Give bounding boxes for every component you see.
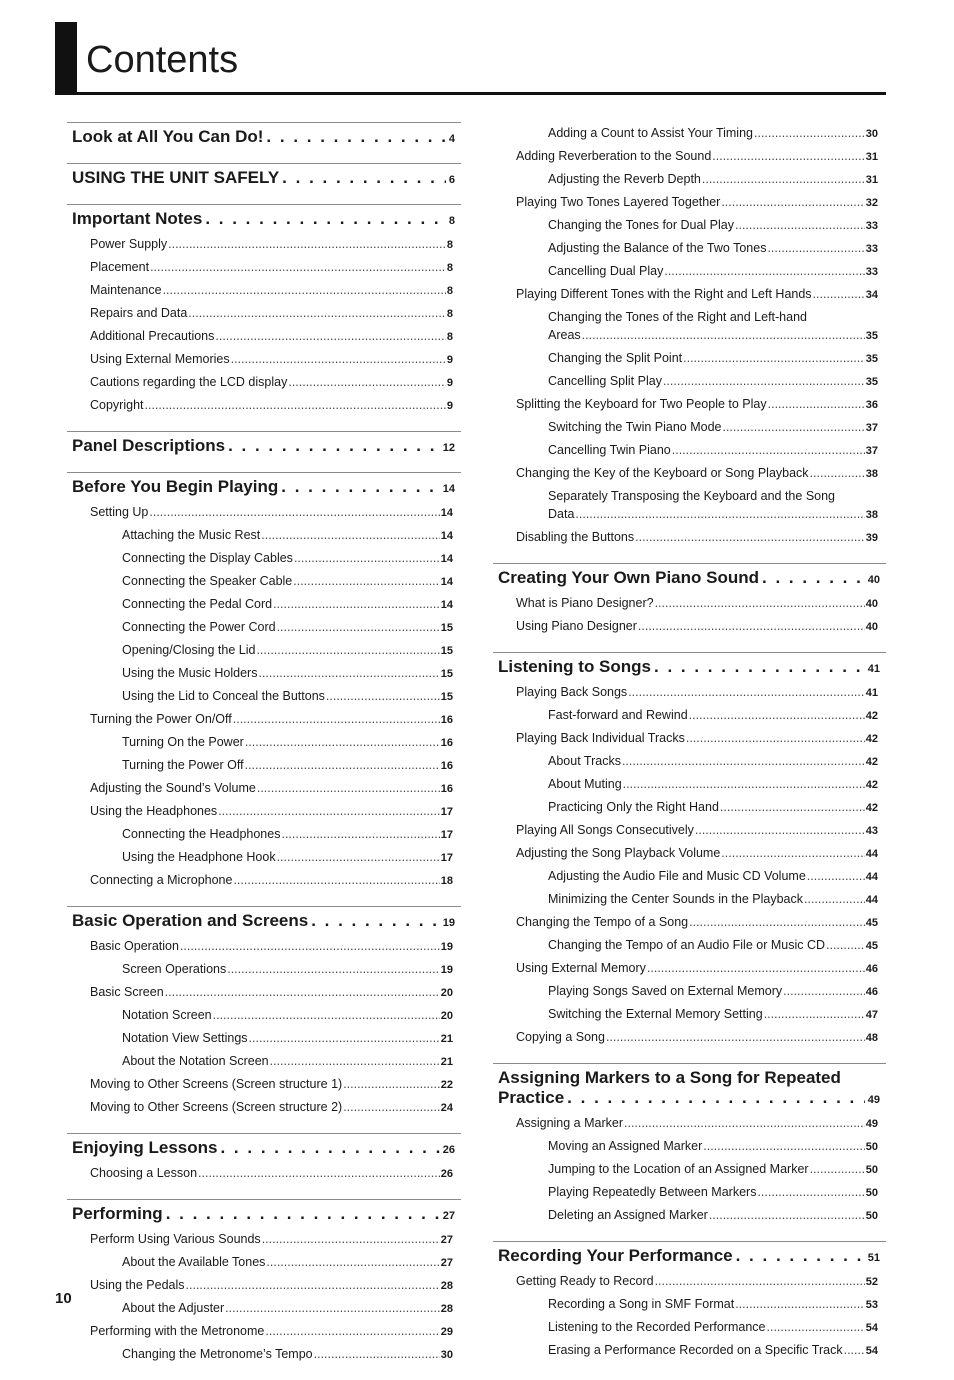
toc-entry[interactable]: Setting Up ..... 14 <box>67 501 461 524</box>
toc-entry[interactable]: Attaching the Music Rest ..... 14 <box>67 524 461 547</box>
toc-entry[interactable]: About Muting ..... 42 <box>493 773 886 796</box>
toc-section-continued <box>493 122 886 549</box>
toc-right-column <box>493 122 886 1376</box>
toc-entry[interactable]: Changing the Split Point ..... 35 <box>493 347 886 370</box>
toc-entry[interactable]: Using the Headphone Hook ..... 17 <box>67 846 461 869</box>
toc-entry[interactable]: Playing All Songs Consecutively ..... 43 <box>493 819 886 842</box>
toc-entry[interactable]: Deleting an Assigned Marker ..... 50 <box>493 1204 886 1227</box>
toc-entry[interactable]: Playing Two Tones Layered Together ..... 32 <box>493 191 886 214</box>
toc-entry-line1[interactable]: Changing the Tones of the Right and Left-hand <box>548 310 807 324</box>
toc-entry[interactable]: Using External Memory ..... 46 <box>493 957 886 980</box>
section-heading[interactable]: Look at All You Can Do! . . . 4 <box>67 127 461 149</box>
toc-entry[interactable]: Changing the Key of the Keyboard or Song Playback ..... 38 <box>493 462 886 485</box>
toc-entry[interactable]: Cancelling Dual Play ..... 33 <box>493 260 886 283</box>
toc-entry[interactable]: Adjusting the Audio File and Music CD Volume ..... 44 <box>493 865 886 888</box>
toc-entry[interactable]: Moving an Assigned Marker ..... 50 <box>493 1135 886 1158</box>
section-heading[interactable]: Performing . . . 27 <box>67 1204 461 1226</box>
toc-entry[interactable]: Adjusting the Song Playback Volume ..... 44 <box>493 842 886 865</box>
toc-entry[interactable]: Connecting the Speaker Cable ..... 14 <box>67 570 461 593</box>
toc-section <box>493 563 886 638</box>
toc-entry[interactable]: Using Piano Designer ..... 40 <box>493 615 886 638</box>
section-heading[interactable]: Recording Your Performance . . . 51 <box>493 1246 886 1268</box>
toc-section <box>67 122 461 149</box>
section-heading-line1[interactable]: Assigning Markers to a Song for Repeated <box>498 1068 841 1087</box>
title-accent-bar <box>55 22 77 93</box>
toc-entry[interactable]: Switching the Twin Piano Mode ..... 37 <box>493 416 886 439</box>
toc-entry[interactable]: Jumping to the Location of an Assigned Marker ..... 50 <box>493 1158 886 1181</box>
toc-entry[interactable]: Maintenance ..... 8 <box>67 279 461 302</box>
toc-entry[interactable]: Data ..... 38 <box>493 505 886 526</box>
toc-section <box>67 204 461 417</box>
toc-entry[interactable]: Placement ..... 8 <box>67 256 461 279</box>
toc-entry[interactable]: Cancelling Split Play ..... 35 <box>493 370 886 393</box>
toc-section <box>493 652 886 1049</box>
toc-entry[interactable]: Cancelling Twin Piano ..... 37 <box>493 439 886 462</box>
toc-entry[interactable]: Screen Operations ..... 19 <box>67 958 461 981</box>
section-heading[interactable]: Creating Your Own Piano Sound . . . 40 <box>493 568 886 590</box>
toc-entry[interactable]: Turning the Power Off ..... 16 <box>67 754 461 777</box>
section-heading[interactable]: Enjoying Lessons . . . 26 <box>67 1138 461 1160</box>
toc-entry[interactable]: About the Notation Screen ..... 21 <box>67 1050 461 1073</box>
toc-section <box>493 1063 886 1227</box>
toc-entry[interactable]: Listening to the Recorded Performance ..... 54 <box>493 1316 886 1339</box>
toc-entry[interactable]: Using External Memories ..... 9 <box>67 348 461 371</box>
toc-entry[interactable]: Using the Pedals ..... 28 <box>67 1274 461 1297</box>
toc-entry[interactable]: Splitting the Keyboard for Two People to Play ..... 36 <box>493 393 886 416</box>
toc-entry[interactable]: Adjusting the Sound’s Volume ..... 16 <box>67 777 461 800</box>
toc-entry[interactable]: Changing the Tones for Dual Play ..... 33 <box>493 214 886 237</box>
toc-entry[interactable]: Assigning a Marker ..... 49 <box>493 1112 886 1135</box>
toc-entry[interactable]: Adjusting the Balance of the Two Tones ..... 33 <box>493 237 886 260</box>
toc-entry[interactable]: Additional Precautions ..... 8 <box>67 325 461 348</box>
toc-entry[interactable]: Copying a Song ..... 48 <box>493 1026 886 1049</box>
toc-entry[interactable]: Connecting the Power Cord ..... 15 <box>67 616 461 639</box>
toc-entry[interactable]: Turning the Power On/Off ..... 16 <box>67 708 461 731</box>
toc-entry[interactable]: Connecting the Display Cables ..... 14 <box>67 547 461 570</box>
toc-entry[interactable]: Changing the Tempo of a Song ..... 45 <box>493 911 886 934</box>
toc-section <box>67 472 461 892</box>
toc-entry[interactable]: Power Supply ..... 8 <box>67 233 461 256</box>
toc-entry-line1[interactable]: Separately Transposing the Keyboard and the Song <box>548 489 836 503</box>
toc-entry[interactable]: Minimizing the Center Sounds in the Playback ..... 44 <box>493 888 886 911</box>
toc-entry[interactable]: Opening/Closing the Lid ..... 15 <box>67 639 461 662</box>
toc-entry[interactable]: Erasing a Performance Recorded on a Specific Track ..... 54 <box>493 1339 886 1362</box>
page-number: 10 <box>55 1290 72 1307</box>
toc-entry[interactable]: Connecting the Pedal Cord ..... 14 <box>67 593 461 616</box>
toc-entry[interactable]: Cautions regarding the LCD display ..... 9 <box>67 371 461 394</box>
toc-entry[interactable]: About Tracks ..... 42 <box>493 750 886 773</box>
toc-entry[interactable]: Fast-forward and Rewind ..... 42 <box>493 704 886 727</box>
toc-entry[interactable]: Connecting a Microphone ..... 18 <box>67 869 461 892</box>
section-heading[interactable]: USING THE UNIT SAFELY . . . 6 <box>67 168 461 190</box>
toc-entry[interactable]: Playing Back Songs ..... 41 <box>493 681 886 704</box>
toc-entry[interactable]: Recording a Song in SMF Format ..... 53 <box>493 1293 886 1316</box>
section-heading[interactable]: Before You Begin Playing . . . 14 <box>67 477 461 499</box>
toc-entry[interactable]: Changing the Metronome’s Tempo ..... 30 <box>67 1343 461 1366</box>
section-heading[interactable]: Panel Descriptions . . . 12 <box>67 436 461 458</box>
toc-section <box>67 1199 461 1366</box>
toc-entry[interactable]: Repairs and Data ..... 8 <box>67 302 461 325</box>
toc-entry[interactable]: What is Piano Designer? ..... 40 <box>493 592 886 615</box>
toc-entry[interactable]: Copyright ..... 9 <box>67 394 461 417</box>
toc-entry[interactable]: Turning On the Power ..... 16 <box>67 731 461 754</box>
toc-section <box>67 906 461 1119</box>
section-heading[interactable]: Basic Operation and Screens . . . 19 <box>67 911 461 933</box>
toc-entry[interactable]: Changing the Tempo of an Audio File or Music CD ..... 45 <box>493 934 886 957</box>
toc-entry[interactable]: Performing with the Metronome ..... 29 <box>67 1320 461 1343</box>
toc-left-column <box>67 122 461 1380</box>
title-rule <box>55 92 886 95</box>
toc-entry[interactable]: Playing Repeatedly Between Markers ..... 50 <box>493 1181 886 1204</box>
toc-section <box>67 163 461 190</box>
toc-entry[interactable]: Using the Headphones ..... 17 <box>67 800 461 823</box>
toc-entry[interactable]: Moving to Other Screens (Screen structure 1) ..... 22 <box>67 1073 461 1096</box>
toc-entry[interactable]: Basic Operation ..... 19 <box>67 935 461 958</box>
toc-entry[interactable]: Areas ..... 35 <box>493 326 886 347</box>
toc-entry[interactable]: Notation View Settings ..... 21 <box>67 1027 461 1050</box>
section-heading[interactable]: Listening to Songs . . . 41 <box>493 657 886 679</box>
toc-entry[interactable]: Playing Back Individual Tracks ..... 42 <box>493 727 886 750</box>
toc-entry[interactable]: Adding a Count to Assist Your Timing ..... 30 <box>493 122 886 145</box>
toc-entry[interactable]: About the Available Tones ..... 27 <box>67 1251 461 1274</box>
toc-entry[interactable]: Adjusting the Reverb Depth ..... 31 <box>493 168 886 191</box>
section-heading[interactable]: Important Notes . . . 8 <box>67 209 461 231</box>
toc-section <box>493 1241 886 1362</box>
toc-entry[interactable]: Playing Different Tones with the Right and Left Hands ..... 34 <box>493 283 886 306</box>
toc-section <box>67 1133 461 1185</box>
toc-entry[interactable]: Choosing a Lesson ..... 26 <box>67 1162 461 1185</box>
toc-entry[interactable]: Perform Using Various Sounds ..... 27 <box>67 1228 461 1251</box>
toc-section <box>67 431 461 458</box>
toc-entry[interactable]: Practicing Only the Right Hand ..... 42 <box>493 796 886 819</box>
section-heading[interactable]: Practice . . . 49 <box>493 1088 886 1110</box>
toc-entry[interactable]: About the Adjuster ..... 28 <box>67 1297 461 1320</box>
toc-entry[interactable]: Basic Screen ..... 20 <box>67 981 461 1004</box>
toc-entry[interactable]: Getting Ready to Record ..... 52 <box>493 1270 886 1293</box>
toc-entry[interactable]: Playing Songs Saved on External Memory ..... 46 <box>493 980 886 1003</box>
toc-entry[interactable]: Moving to Other Screens (Screen structure 2) ..... 24 <box>67 1096 461 1119</box>
toc-entry[interactable]: Switching the External Memory Setting ..... 47 <box>493 1003 886 1026</box>
toc-entry[interactable]: Adding Reverberation to the Sound ..... 31 <box>493 145 886 168</box>
page-title: Contents <box>86 39 239 81</box>
toc-entry[interactable]: Connecting the Headphones ..... 17 <box>67 823 461 846</box>
toc-entry[interactable]: Using the Music Holders ..... 15 <box>67 662 461 685</box>
toc-entry[interactable]: Notation Screen ..... 20 <box>67 1004 461 1027</box>
toc-entry[interactable]: Using the Lid to Conceal the Buttons ..... 15 <box>67 685 461 708</box>
toc-entry[interactable]: Disabling the Buttons ..... 39 <box>493 526 886 549</box>
